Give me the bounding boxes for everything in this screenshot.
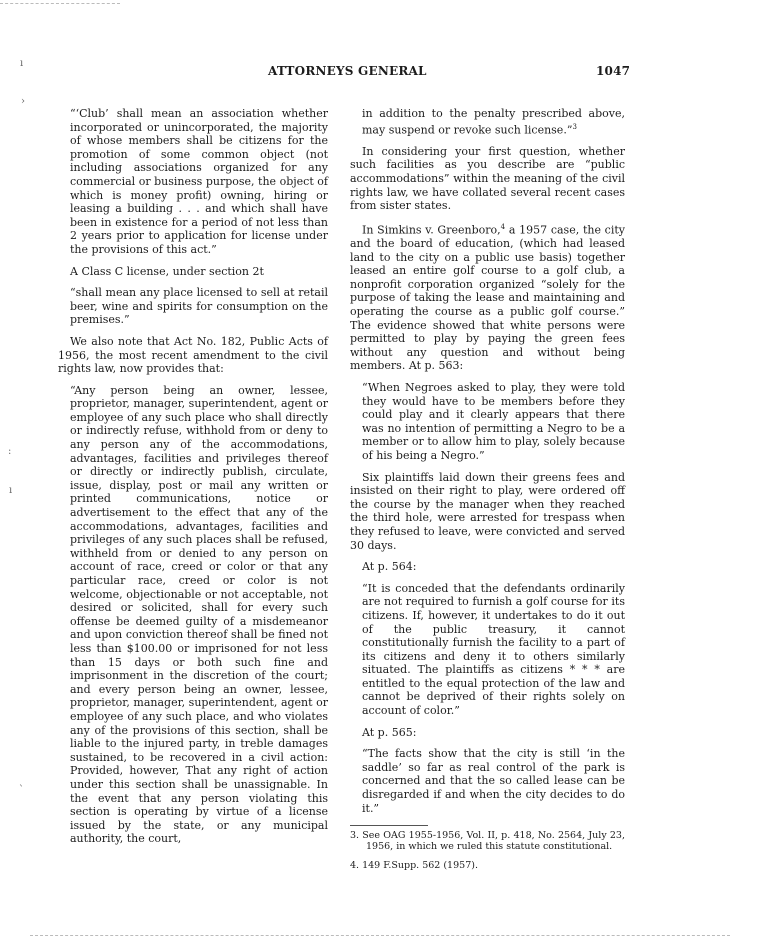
scan-artifact: ı — [20, 58, 24, 69]
conceded-quote: “It is conceded that the defendants ordinarily are not required to furnish a golf course for its citizens. If, however, it undertakes to do it out of the public treasury, it cannot constitutionally furnish the facility to a part of its citizens and deny it to others similarly situated. The plaintiffs as citizens * * * are entitled to the equal protection of the law and cannot be deprived of their rights solely on account of color.” — [362, 581, 625, 718]
saddle-quote: “The facts show that the city is still ‘in the saddle’ so far as real control of the park is concerned and that the so called lease can be disregarded if and when the city decides to do it.” — [362, 747, 625, 815]
right-column — [350, 107, 625, 879]
footnote-ref-3: 3 — [572, 122, 577, 131]
class-c-license-quote: “shall mean any place licensed to sell at retail beer, wine and spirits for consumption on the premises.” — [70, 286, 328, 327]
scan-artifact: ˋ — [19, 785, 24, 796]
header-title: ATTORNEYS GENERAL — [268, 64, 427, 78]
first-question-paragraph: In considering your first question, whether such facilities as you describe are “public accommodations” within the meaning of the civil rights law, we have collated several recent cases from sister states. — [350, 144, 625, 213]
act-182-quote: “Any person being an owner, lessee, proprietor, manager, superintendent, agent or employee of any such place who shall directly or indirectly refuse, withhold from or deny to any person any of the accommodations, advantages, facilities and privileges thereof or directly or indirectly publish, circulate, issue, display, post or mail any written or printed communications, notice or advertisement to the effect that any of the accommodations, advantages, facilities and privileges of any such places shall be refused, withheld from or denied to any person on account of race, creed or color or that any particular race, creed or color is not welcome, objectionable or not acceptable, not desired or solicited, shall for every such offense be deemed guilty of a misdemeanor and upon conviction thereof shall be fined not less than $100.00 or imprisoned for not less than 15 days or both such fine and imprisonment in the discretion of the court; and every person being an owner, lessee, proprietor, manager, superintendent, agent or employee of any such place, and who violates any of the provisions of this section, shall be liable to the injured party, in treble damages sustained, to be recovered in a civil action: Provided, however, That any right of action under this section shall be unassignable. In the event that any person violating this section is operating by virtue of a license issued by the state, or any municipal authority, the court, — [70, 383, 328, 846]
scan-artifact: ı — [9, 485, 13, 496]
running-header — [0, 64, 763, 82]
license-continuation-text: in addition to the penalty prescribed above, may suspend or revoke such license.” — [362, 107, 625, 137]
footnote-4: 4. 149 F.Supp. 562 (1957). — [350, 860, 478, 872]
scan-bottom-edge — [30, 935, 730, 936]
plaintiffs-paragraph: Six plaintiffs laid down their greens fees and insisted on their right to play, were ordered off the course by the manager when they reached the third hole, were arrested for trespass when they refused to leave, were convicted and served 30 days. — [350, 470, 625, 552]
negroes-quote: “When Negroes asked to play, they were told they would have to be members before they could play and it clearly appears that there was no intention of permitting a Negro to be a member or to allow him to play, solely because of his being a Negro.” — [362, 381, 625, 462]
simkins-text-b: a 1957 case, the city and the board of education, (which had leased land to the city on a public use basis) together leased an entire golf course to a golf club, a nonprofit corporation organized “solely for the purpose of taking the lease and maintaining and operating the course as a public golf course.” The evidence showed that white persons were permitted to play by paying the green fees without any question and without being members. At p. 563: — [350, 223, 625, 373]
page-564-ref: At p. 564: — [362, 560, 417, 574]
simkins-paragraph — [350, 221, 625, 373]
class-c-license-intro: A Class C license, under section 2t — [70, 264, 264, 278]
footnote-3: 3. See OAG 1955-1956, Vol. II, p. 418, No. 2564, July 23, 1956, in which we ruled this statute constitutional. — [350, 830, 625, 853]
act-182-paragraph: We also note that Act No. 182, Public Acts of 1956, the most recent amendment to the civil rights law, now provides that: — [58, 334, 328, 376]
club-definition-quote: “‘Club’ shall mean an association whether incorporated or unincorporated, the majority of whose members shall be citizens for the promotion of some common object (not including associations organized for any commercial or business purpose, the object of which is money profit) owning, hiring or leasing a building . . . and which shall have been in existence for a period of not less than 2 years prior to application for license under the provisions of this act.” — [70, 107, 328, 256]
footnote-ref-4: 4 — [500, 222, 506, 231]
scan-artifact: : — [8, 446, 12, 457]
page-number: 1047 — [596, 64, 631, 78]
page-565-ref: At p. 565: — [362, 725, 417, 739]
footnotes — [350, 830, 625, 871]
left-column — [58, 107, 328, 854]
license-continuation — [350, 107, 625, 137]
scan-top-edge — [0, 3, 120, 4]
simkins-text-a: In Simkins v. Greenboro, — [362, 223, 501, 237]
scan-artifact: › — [21, 96, 25, 107]
